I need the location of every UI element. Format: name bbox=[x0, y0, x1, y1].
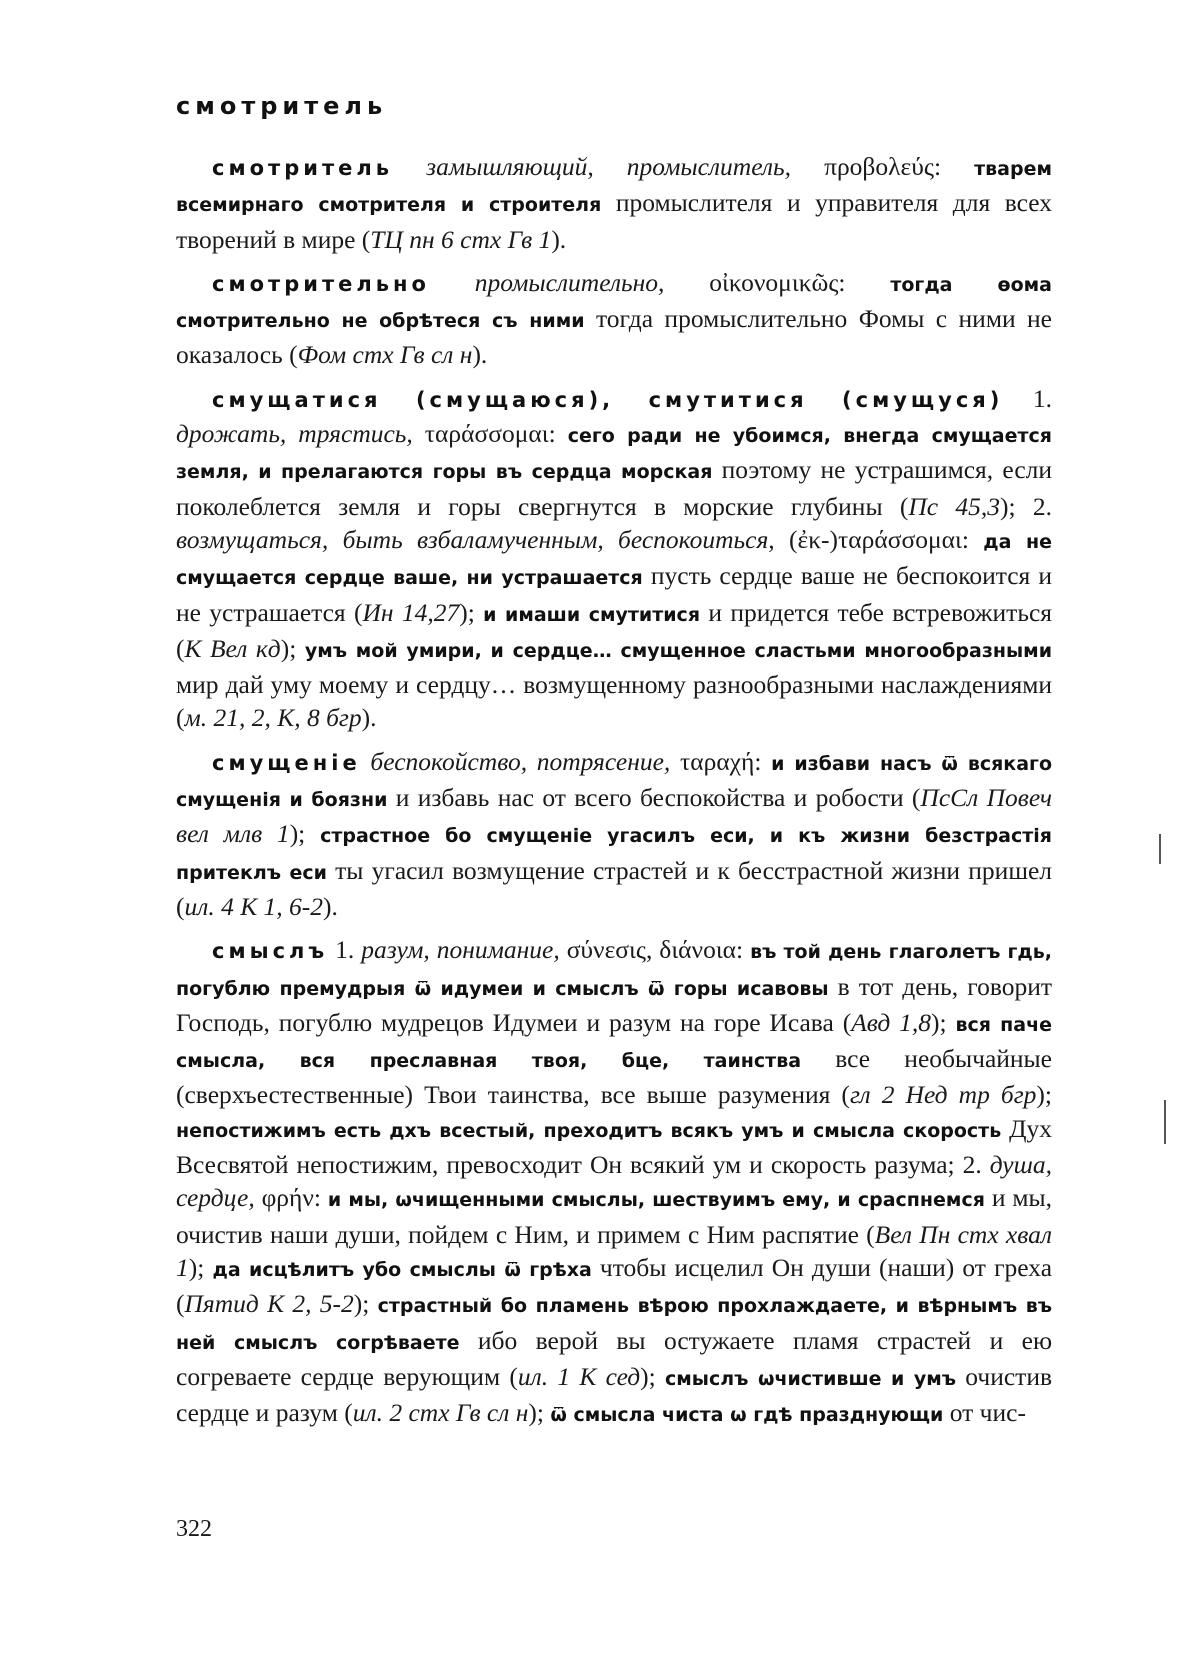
entry-text: Дух Всесвятой непостижим, превосходит Он всякий ум и скорость разума; 2. bbox=[176, 1113, 1052, 1180]
dictionary-entry bbox=[176, 150, 1052, 256]
church-slavonic-quote: въ той день глаголетъ гдь, погублю премудрыя ѿ идумеи и смыслъ ѿ горы исавовы bbox=[176, 941, 1053, 1000]
entry-text: пусть сердце ваше не беспокоится и не устрашается ( bbox=[176, 561, 1052, 627]
italic-gloss: К Вел кд bbox=[184, 633, 281, 663]
entry-text: очистив сердце и разум ( bbox=[176, 1361, 1053, 1428]
entry-text: (ἐκ-)ταράσσομαι: bbox=[774, 524, 984, 554]
italic-gloss: гл 2 Нед тр бгр bbox=[849, 1080, 1037, 1110]
church-slavonic-quote: умъ мой умири, и сердце… смущенное сластьми многообразными bbox=[304, 639, 1053, 662]
entry-text bbox=[361, 747, 371, 776]
entry-text: все необычайные (сверхъестественные) Твои таинства, все выше разумения ( bbox=[176, 1044, 1052, 1110]
entry-text: ). bbox=[323, 891, 338, 921]
italic-gloss: Ин 14,27 bbox=[362, 597, 460, 627]
italic-gloss: разум, понимание, bbox=[361, 935, 560, 965]
church-slavonic-quote: сего ради не убоимся, внегда смущается земля, и прелагаются горы въ сердца морская bbox=[176, 425, 1052, 484]
headword: смотрительно bbox=[212, 271, 430, 296]
italic-gloss: Фом стх Гв сл н bbox=[297, 340, 473, 370]
entry-text: ); bbox=[528, 1398, 551, 1428]
entry-text: и избавь нас от всего беспокойства и робости ( bbox=[387, 783, 921, 813]
church-slavonic-quote: страстное бо смущеніе угасилъ еси, и къ жизни безстрастія притеклъ еси bbox=[176, 825, 1052, 884]
entry-text: ); bbox=[289, 819, 321, 849]
entry-text: σύνεσις, διάνοια: bbox=[559, 935, 751, 965]
church-slavonic-quote: тогда ѳома смотрительно не обрѣтеся съ ними bbox=[176, 273, 1053, 333]
headword: смотритель bbox=[212, 156, 394, 180]
entry-text: промыслителя и управителя для всех творений в мире ( bbox=[176, 188, 1053, 254]
entry-text: тогда промыслительно Фомы с ними не оказалось ( bbox=[176, 304, 1052, 370]
italic-gloss: ил. 4 К 1, 6-2 bbox=[184, 891, 324, 921]
church-slavonic-quote: да исцѣлитъ убо смыслы ѿ грѣха bbox=[212, 1258, 592, 1281]
entry-text: ); bbox=[280, 633, 305, 663]
entry-text: поэтому не устрашимся, если поколеблется земля и горы свергнутся в морские глубины ( bbox=[176, 455, 1053, 521]
italic-gloss: душа, сердце, bbox=[176, 1150, 1052, 1213]
church-slavonic-quote: да не смущается сердце ваше, ни устрашается bbox=[176, 530, 1052, 590]
italic-gloss: м. 21, 2, К, 8 бгр bbox=[184, 703, 362, 733]
entry-text: 1. bbox=[1003, 383, 1052, 413]
entry-text: ). bbox=[472, 340, 488, 370]
page-number: 322 bbox=[176, 1516, 212, 1542]
entry-text: ); bbox=[931, 1007, 956, 1037]
entry-text: чтобы исцелил Он души (наши) от греха ( bbox=[176, 1252, 1053, 1319]
headword: смущатися (смущаюся), смутитися (смущуся) bbox=[212, 387, 1004, 412]
italic-gloss: возмущаться, быть взбаламученным, беспокоиться, bbox=[176, 524, 775, 554]
church-slavonic-quote: страстный бо пламень вѣрою прохлаждаете, и вѣрнымъ въ ней смыслъ согрѣваете bbox=[176, 1295, 1052, 1354]
church-slavonic-quote: непостижимъ есть дхъ всестый, преходитъ всякъ умъ и смысла скорость bbox=[176, 1119, 1002, 1142]
entry-text bbox=[393, 152, 426, 181]
dictionary-entry bbox=[176, 266, 1052, 372]
italic-gloss: промыслительно, bbox=[474, 267, 665, 297]
entry-text: и мы, очистив наши души, пойдем с Ним, и примем с Ним распятие ( bbox=[176, 1183, 1052, 1249]
entry-text: ты угасил возмущение страстей и к бесстрастной жизни пришел ( bbox=[176, 855, 1053, 921]
margin-mark bbox=[1159, 834, 1161, 864]
entry-text: οἰκονομικῶς: bbox=[664, 267, 891, 297]
dictionary-entry bbox=[176, 745, 1052, 923]
entry-text: 1. bbox=[328, 935, 362, 965]
church-slavonic-quote: смыслъ ѡчистивше и умъ bbox=[665, 1367, 957, 1390]
entry-text: προβολεύς: bbox=[791, 152, 975, 181]
dictionary-entry bbox=[176, 933, 1052, 1432]
church-slavonic-quote: вся паче смысла, вся преславная твоя, бце, таинства bbox=[176, 1013, 1052, 1073]
church-slavonic-quote: ѿ смысла чиста ѡ гдѣ празднующи bbox=[550, 1404, 944, 1427]
italic-gloss: Авд 1,8 bbox=[851, 1007, 932, 1037]
entry-text: от чис- bbox=[943, 1398, 1026, 1428]
italic-gloss: ил. 2 стх Гв сл н bbox=[352, 1398, 529, 1428]
running-head: смотритель bbox=[176, 92, 388, 120]
entry-text bbox=[430, 268, 475, 297]
entry-text: ); 2. bbox=[1000, 491, 1052, 521]
entry-text: ); bbox=[459, 597, 484, 627]
entry-text: в тот день, говорит Господь, погублю мудрецов Идумеи и разум на горе Исава ( bbox=[176, 971, 1052, 1037]
headword: смыслъ bbox=[212, 939, 329, 964]
dictionary-entry bbox=[176, 382, 1052, 735]
entry-text: ибо верой вы остужаете пламя страстей и ею согреваете сердце верующим ( bbox=[176, 1325, 1052, 1391]
italic-gloss: ТЦ пн 6 стх Гв 1 bbox=[370, 224, 552, 254]
entry-text: ). bbox=[551, 224, 567, 254]
entry-text: ); bbox=[188, 1252, 213, 1282]
entry-text: ταραχή: bbox=[670, 746, 772, 776]
italic-gloss: дрожать, трястись, bbox=[176, 419, 413, 449]
church-slavonic-quote: и имаши смутитися bbox=[483, 603, 701, 626]
margin-mark bbox=[1164, 1100, 1166, 1144]
entry-text: ). bbox=[361, 703, 377, 733]
entry-text: ); bbox=[1036, 1080, 1052, 1110]
dictionary-entries bbox=[176, 150, 1052, 1442]
italic-gloss: ил. 1 К сед bbox=[517, 1361, 641, 1391]
entry-text: мир дай уму моему и сердцу… возмущенному разнообразными наслаждениями ( bbox=[176, 670, 1052, 733]
church-slavonic-quote: и мы, ѡчищенными смыслы, шествуимъ ему, и сраспнемся bbox=[327, 1189, 985, 1212]
church-slavonic-quote: и избави насъ ѿ всякаго смущенія и боязни bbox=[176, 752, 1053, 812]
entry-text: ); bbox=[353, 1289, 378, 1319]
italic-gloss: беспокойство, потрясение, bbox=[370, 746, 671, 776]
headword: смущеніе bbox=[212, 750, 361, 775]
entry-text: ); bbox=[640, 1361, 666, 1391]
italic-gloss: Пятид К 2, 5-2 bbox=[184, 1289, 354, 1319]
italic-gloss: замышляющий, промыслитель, bbox=[426, 152, 791, 181]
entry-text: и придется тебе встревожиться ( bbox=[176, 597, 1053, 663]
italic-gloss: ПсСл Повеч вел млв 1 bbox=[176, 783, 1053, 849]
italic-gloss: Вел Пн стх хвал 1 bbox=[176, 1219, 1052, 1282]
church-slavonic-quote: тварем всемирнаго смотрителя и строителя bbox=[176, 158, 1052, 217]
entry-text: φρήν: bbox=[254, 1183, 328, 1213]
entry-text: ταράσσομαι: bbox=[412, 419, 568, 449]
italic-gloss: Пс 45,3 bbox=[908, 491, 1001, 521]
